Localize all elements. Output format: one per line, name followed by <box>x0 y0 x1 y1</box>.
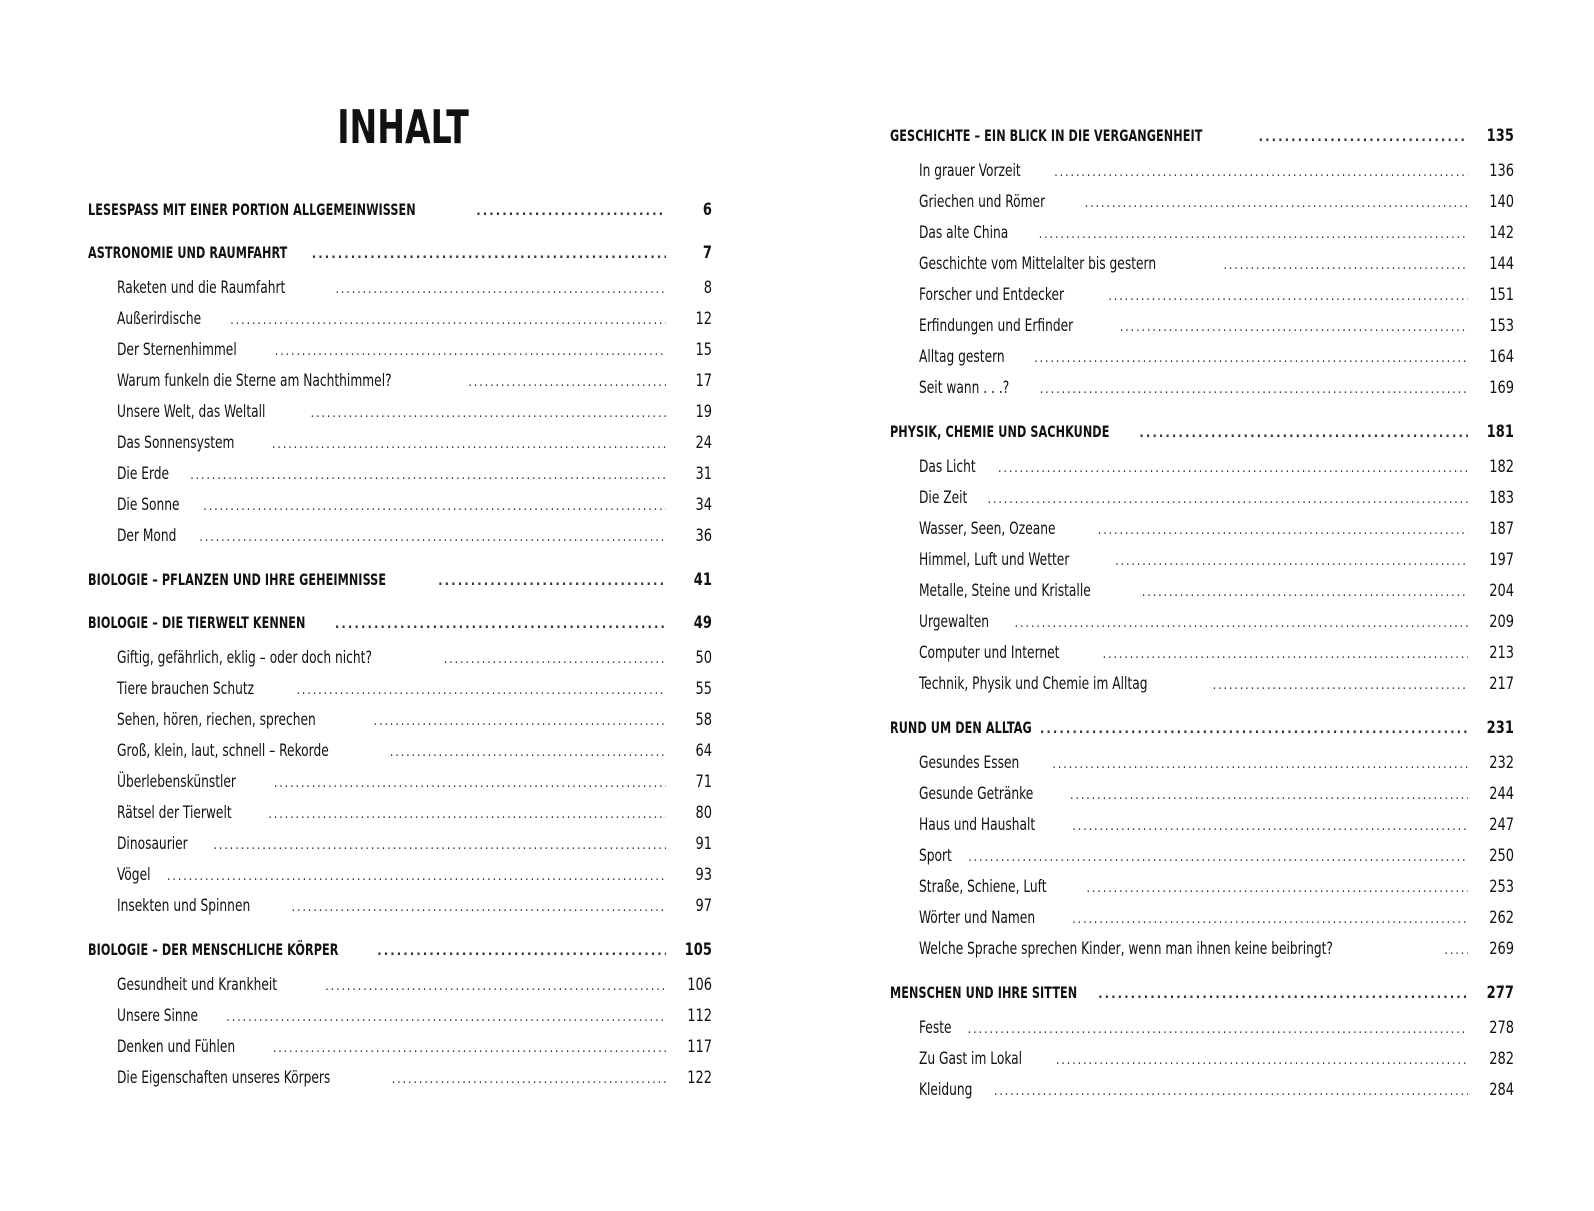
dot-leader <box>1054 157 1468 188</box>
toc-entry-label: Sehen, hören, riechen, sprechen <box>117 710 316 730</box>
toc-page-number: 151 <box>1489 285 1514 305</box>
toc-entry-label: Gesundes Essen <box>919 753 1020 773</box>
toc-section-entry <box>890 416 1514 447</box>
toc-page-number: 55 <box>695 679 712 699</box>
toc-page-number: 269 <box>1489 939 1514 959</box>
toc-page-number: 136 <box>1489 161 1514 181</box>
toc-subentry <box>890 779 1514 810</box>
toc-entry-label: Unsere Sinne <box>117 1006 198 1026</box>
toc-entry-label: Kleidung <box>919 1080 973 1100</box>
dot-leader <box>226 1002 666 1033</box>
toc-entry-label: Gesundheit und Krankheit <box>117 975 278 995</box>
toc-page-number: 244 <box>1489 784 1514 804</box>
dot-leader <box>273 1033 666 1064</box>
dot-leader <box>203 491 666 522</box>
toc-page-number: 140 <box>1489 192 1514 212</box>
dot-leader <box>1098 515 1468 546</box>
dot-leader <box>1103 639 1468 670</box>
toc-subentry <box>88 643 712 674</box>
toc-entry-label: Erfindungen und Erfinder <box>919 316 1074 336</box>
toc-page-number: 8 <box>703 278 712 298</box>
toc-page-number: 91 <box>695 834 712 854</box>
toc-subentry <box>890 483 1514 514</box>
dot-leader <box>335 274 666 305</box>
toc-page-number: 232 <box>1489 753 1514 773</box>
toc-page-number: 64 <box>695 741 712 761</box>
dot-leader <box>311 398 666 429</box>
toc-entry-label: Technik, Physik und Chemie im Alltag <box>919 674 1148 694</box>
toc-subentry <box>890 669 1514 700</box>
toc-entry-label: Das Licht <box>919 457 976 477</box>
toc-page-number: 187 <box>1489 519 1514 539</box>
toc-subentry <box>890 748 1514 779</box>
dot-leader <box>275 336 666 367</box>
toc-page-number: 209 <box>1489 612 1514 632</box>
toc-page-number: 262 <box>1489 908 1514 928</box>
toc-subentry <box>890 187 1514 218</box>
dot-leader <box>1108 281 1468 312</box>
toc-subentry <box>890 638 1514 669</box>
toc-entry-label: Insekten und Spinnen <box>117 896 251 916</box>
dot-leader <box>968 1014 1468 1045</box>
dot-leader <box>272 429 666 460</box>
toc-entry-label: Groß, klein, laut, schnell – Rekorde <box>117 741 329 761</box>
toc-entry-label: PHYSIK, CHEMIE UND SACHKUNDE <box>890 422 1110 441</box>
toc-entry-label: Rätsel der Tierwelt <box>117 803 232 823</box>
dot-leader <box>1056 1045 1468 1076</box>
toc-page-number: 12 <box>695 309 712 329</box>
toc-page-number: 71 <box>695 772 712 792</box>
dot-leader <box>444 644 666 675</box>
dot-leader <box>312 239 666 270</box>
toc-subentry <box>890 1075 1514 1106</box>
dot-leader <box>998 453 1468 484</box>
dot-leader <box>1259 122 1468 153</box>
toc-subentry <box>88 1063 712 1094</box>
toc-subentry <box>890 576 1514 607</box>
toc-page-number: 284 <box>1489 1080 1514 1100</box>
dot-leader <box>968 842 1468 873</box>
toc-entry-label: Warum funkeln die Sterne am Nachthimmel? <box>117 371 392 391</box>
toc-page-number: 19 <box>695 402 712 422</box>
toc-entry-label: Alltag gestern <box>919 347 1005 367</box>
dot-leader <box>167 861 666 892</box>
toc-entry-label: Wasser, Seen, Ozeane <box>919 519 1056 539</box>
toc-entry-label: Metalle, Steine und Kristalle <box>919 581 1091 601</box>
toc-entry-label: GESCHICHTE – EIN BLICK IN DIE VERGANGENHEIT <box>890 126 1203 145</box>
toc-entry-label: Überlebenskünstler <box>117 772 236 792</box>
dot-leader <box>392 1064 666 1095</box>
page-title: INHALT <box>337 100 469 154</box>
dot-leader <box>1120 312 1468 343</box>
toc-entry-label: Unsere Welt, das Weltall <box>117 402 266 422</box>
toc-subentry <box>88 1032 712 1063</box>
dot-leader <box>1072 904 1468 935</box>
dot-leader <box>1139 418 1468 449</box>
toc-subentry <box>88 736 712 767</box>
toc-subentry <box>890 1044 1514 1075</box>
dot-leader <box>1213 670 1468 701</box>
dot-leader <box>213 830 666 861</box>
toc-section-entry <box>88 194 712 225</box>
dot-leader <box>1015 608 1468 639</box>
dot-leader <box>230 305 666 336</box>
toc-page-number: 41 <box>693 570 712 590</box>
toc-entry-label: Gesunde Getränke <box>919 784 1034 804</box>
toc-subentry <box>890 841 1514 872</box>
toc-entry-label: Computer und Internet <box>919 643 1060 663</box>
toc-page-number: 213 <box>1489 643 1514 663</box>
dot-leader <box>296 675 666 706</box>
toc-page-number: 181 <box>1486 422 1514 442</box>
toc-page-number: 34 <box>695 495 712 515</box>
toc-entry-label: Feste <box>919 1018 952 1038</box>
toc-entry-label: MENSCHEN UND IHRE SITTEN <box>890 983 1078 1002</box>
dot-leader <box>1098 979 1468 1010</box>
toc-subentry <box>890 810 1514 841</box>
toc-page-number: 24 <box>695 433 712 453</box>
toc-entry-label: Urgewalten <box>919 612 990 632</box>
dot-leader <box>987 484 1468 515</box>
toc-page-number: 17 <box>695 371 712 391</box>
toc-page-number: 231 <box>1486 718 1514 738</box>
toc-page-number: 112 <box>687 1006 712 1026</box>
dot-leader <box>1039 219 1468 250</box>
toc-subentry <box>88 891 712 922</box>
toc-entry-label: Die Erde <box>117 464 170 484</box>
toc-section-entry <box>88 934 712 965</box>
dot-leader <box>1142 577 1468 608</box>
toc-entry-label: Denken und Fühlen <box>117 1037 236 1057</box>
toc-subentry <box>890 311 1514 342</box>
dot-leader <box>390 737 666 768</box>
toc-subentry <box>890 872 1514 903</box>
toc-entry-label: Seit wann . . .? <box>919 378 1010 398</box>
toc-entry-label: Tiere brauchen Schutz <box>117 679 255 699</box>
toc-subentry <box>890 342 1514 373</box>
toc-entry-label: Welche Sprache sprechen Kinder, wenn man ihnen keine beibringt? <box>919 939 1333 959</box>
toc-page-number: 135 <box>1486 126 1514 146</box>
toc-subentry <box>88 767 712 798</box>
toc-page-number: 142 <box>1489 223 1514 243</box>
toc-subentry <box>890 156 1514 187</box>
toc-subentry <box>88 970 712 1001</box>
toc-entry-label: Sport <box>919 846 952 866</box>
toc-subentry <box>890 545 1514 576</box>
toc-entry-label: Wörter und Namen <box>919 908 1036 928</box>
toc-entry-label: Der Sternenhimmel <box>117 340 237 360</box>
dot-leader <box>1444 935 1468 966</box>
toc-page-number: 250 <box>1489 846 1514 866</box>
toc-page-number: 58 <box>695 710 712 730</box>
toc-subentry <box>890 607 1514 638</box>
toc-page-number: 6 <box>702 200 712 220</box>
toc-section-entry <box>88 237 712 268</box>
toc-entry-label: In grauer Vorzeit <box>919 161 1021 181</box>
toc-entry-label: LESESPASS MIT EINER PORTION ALLGEMEINWISSEN <box>88 200 416 219</box>
dot-leader <box>190 460 666 491</box>
toc-subentry <box>88 798 712 829</box>
toc-entry-label: Straße, Schiene, Luft <box>919 877 1047 897</box>
toc-entry-label: Außerirdische <box>117 309 202 329</box>
toc-section-entry <box>890 712 1514 743</box>
dot-leader <box>1086 873 1468 904</box>
toc-entry-label: BIOLOGIE – PFLANZEN UND IHRE GEHEIMNISSE <box>88 570 387 589</box>
toc-subentry <box>890 514 1514 545</box>
toc-entry-label: Die Eigenschaften unseres Körpers <box>117 1068 331 1088</box>
dot-leader <box>1072 811 1468 842</box>
toc-page-number: 247 <box>1489 815 1514 835</box>
toc-page-number: 50 <box>695 648 712 668</box>
toc-page-number: 144 <box>1489 254 1514 274</box>
toc-entry-label: Zu Gast im Lokal <box>919 1049 1023 1069</box>
toc-subentry <box>88 490 712 521</box>
toc-page-number: 117 <box>687 1037 712 1057</box>
toc-page-number: 164 <box>1489 347 1514 367</box>
dot-leader <box>268 799 666 830</box>
toc-page-number: 36 <box>695 526 712 546</box>
dot-leader <box>377 936 666 967</box>
toc-page-number: 153 <box>1489 316 1514 336</box>
dot-leader <box>374 706 666 737</box>
toc-subentry <box>88 860 712 891</box>
toc-page-number: 80 <box>695 803 712 823</box>
toc-entry-label: RUND UM DEN ALLTAG <box>890 718 1032 737</box>
toc-entry-label: Das Sonnensystem <box>117 433 235 453</box>
toc-page-number: 277 <box>1486 983 1514 1003</box>
dot-leader <box>438 566 666 597</box>
toc-page-number: 182 <box>1489 457 1514 477</box>
toc-subentry <box>890 280 1514 311</box>
toc-entry-label: Dinosaurier <box>117 834 188 854</box>
toc-section-entry <box>890 977 1514 1008</box>
toc-page-number: 217 <box>1489 674 1514 694</box>
toc-entry-label: Griechen und Römer <box>919 192 1046 212</box>
toc-page-number: 106 <box>687 975 712 995</box>
toc-entry-label: Der Mond <box>117 526 177 546</box>
dot-leader <box>1085 188 1468 219</box>
toc-subentry <box>88 1001 712 1032</box>
toc-list-right <box>890 120 1514 1106</box>
toc-section-entry <box>88 607 712 638</box>
dot-leader <box>274 768 666 799</box>
toc-entry-label: Giftig, gefährlich, eklig – oder doch nicht? <box>117 648 372 668</box>
toc-entry-label: Die Zeit <box>919 488 968 508</box>
dot-leader <box>468 367 666 398</box>
toc-page-number: 49 <box>693 613 712 633</box>
toc-entry-label: Forscher und Entdecker <box>919 285 1064 305</box>
toc-page-number: 204 <box>1489 581 1514 601</box>
toc-entry-label: Haus und Haushalt <box>919 815 1036 835</box>
toc-entry-label: BIOLOGIE – DIE TIERWELT KENNEN <box>88 613 306 632</box>
dot-leader <box>1070 780 1468 811</box>
toc-entry-label: Das alte China <box>919 223 1009 243</box>
dot-leader <box>476 196 666 227</box>
dot-leader <box>1052 749 1468 780</box>
toc-page-number: 282 <box>1489 1049 1514 1069</box>
toc-subentry <box>88 521 712 552</box>
toc-subentry <box>88 304 712 335</box>
toc-subentry <box>88 459 712 490</box>
toc-entry-label: Raketen und die Raumfahrt <box>117 278 286 298</box>
toc-entry-label: Die Sonne <box>117 495 180 515</box>
toc-page-number: 278 <box>1489 1018 1514 1038</box>
toc-page-number: 105 <box>684 940 712 960</box>
dot-leader <box>292 892 666 923</box>
toc-section-entry <box>890 120 1514 151</box>
toc-entry-label: Himmel, Luft und Wetter <box>919 550 1070 570</box>
toc-entry-label: Geschichte vom Mittelalter bis gestern <box>919 254 1157 274</box>
toc-subentry <box>88 428 712 459</box>
dot-leader <box>199 522 666 553</box>
dot-leader <box>335 609 666 640</box>
toc-page-number: 7 <box>702 243 712 263</box>
dot-leader <box>1223 250 1468 281</box>
toc-subentry <box>890 452 1514 483</box>
toc-entry-label: ASTRONOMIE UND RAUMFAHRT <box>88 243 288 262</box>
toc-page-number: 183 <box>1489 488 1514 508</box>
dot-leader <box>994 1076 1468 1107</box>
dot-leader <box>1040 374 1468 405</box>
toc-page-number: 253 <box>1489 877 1514 897</box>
toc-page-number: 122 <box>687 1068 712 1088</box>
toc-subentry <box>890 249 1514 280</box>
dot-leader <box>1040 714 1468 745</box>
dot-leader <box>1034 343 1468 374</box>
toc-subentry <box>890 903 1514 934</box>
toc-subentry <box>88 397 712 428</box>
toc-subentry <box>88 674 712 705</box>
toc-subentry <box>88 273 712 304</box>
toc-subentry <box>88 335 712 366</box>
toc-subentry <box>88 705 712 736</box>
toc-page-number: 97 <box>695 896 712 916</box>
dot-leader <box>1115 546 1468 577</box>
toc-page-number: 169 <box>1489 378 1514 398</box>
toc-subentry <box>88 829 712 860</box>
toc-page-number: 31 <box>695 464 712 484</box>
toc-subentry <box>890 218 1514 249</box>
toc-entry-label: Vögel <box>117 865 151 885</box>
toc-list-left <box>88 194 712 1094</box>
toc-page-number: 93 <box>695 865 712 885</box>
toc-page-number: 197 <box>1489 550 1514 570</box>
toc-subentry <box>88 366 712 397</box>
dot-leader <box>325 971 666 1002</box>
toc-subentry <box>890 934 1514 965</box>
toc-entry-label: BIOLOGIE – DER MENSCHLICHE KÖRPER <box>88 940 339 959</box>
toc-subentry <box>890 373 1514 404</box>
toc-page-number: 15 <box>695 340 712 360</box>
toc-section-entry <box>88 564 712 595</box>
toc-subentry <box>890 1013 1514 1044</box>
